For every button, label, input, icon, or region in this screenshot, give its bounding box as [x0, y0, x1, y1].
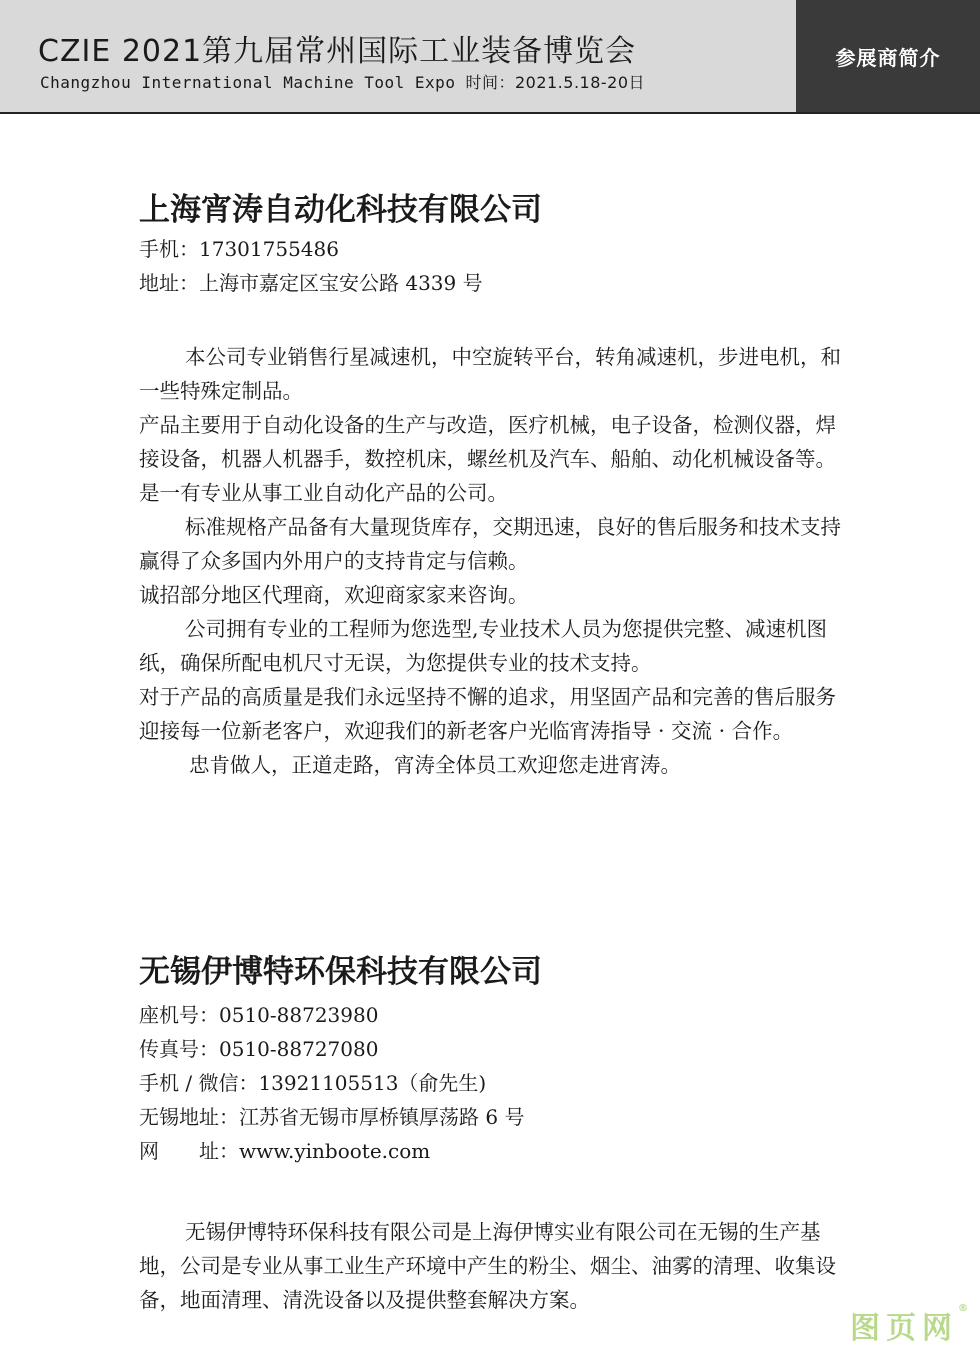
watermark-text: 图页网 — [850, 1311, 958, 1346]
watermark-logo — [850, 1303, 968, 1347]
company2-paragraph: 无锡伊博特环保科技有限公司是上海伊博实业有限公司在无锡的生产基地，公司是专业从事工业生产环境中产生的粉尘、烟尘、油雾的清理、收集设备，地面清理、清洗设备以及提供整套解决方案。 — [139, 1220, 836, 1312]
registered-mark-icon: ® — [958, 1303, 968, 1314]
company1-contact — [139, 232, 483, 300]
company1-paragraph: 公司拥有专业的工程师为您选型,专业技术人员为您提供完整、减速机图纸，确保所配电机尺寸无误，为您提供专业的技术支持。 — [139, 617, 828, 675]
company1-paragraph: 标准规格产品备有大量现货库存，交期迅速，良好的售后服务和技术支持赢得了众多国内外用户的支持肯定与信赖。 — [139, 515, 841, 573]
company2-fax: 传真号：0510-88727080 — [139, 1037, 379, 1061]
header-title: CZIE 2021第九届常州国际工业装备博览会 — [38, 34, 637, 69]
company1-paragraph: 本公司专业销售行星减速机，中空旋转平台，转角减速机，步进电机，和一些特殊定制品。 — [139, 345, 841, 403]
header-subtitle-line — [40, 70, 645, 93]
company1-phone: 手机：17301755486 — [139, 237, 339, 261]
company1-address: 地址：上海市嘉定区宝安公路 4339 号 — [139, 271, 483, 295]
company2-landline: 座机号：0510-88723980 — [139, 1003, 379, 1027]
header-date: 时间：2021.5.18-20日 — [465, 73, 646, 92]
company1-description — [139, 340, 844, 782]
header-subtitle: Changzhou International Machine Tool Expo — [40, 73, 456, 92]
company1-paragraph: 对于产品的高质量是我们永远坚持不懈的追求，用坚固产品和完善的售后服务迎接每一位新老客户，欢迎我们的新老客户光临宵涛指导 · 交流 · 合作。 — [139, 685, 836, 743]
company2-name: 无锡伊博特环保科技有限公司 — [139, 954, 542, 990]
page-header — [0, 0, 980, 114]
company2-contact — [139, 998, 524, 1168]
company2-website: 网 址：www.yinboote.com — [139, 1139, 431, 1163]
company1-name: 上海宵涛自动化科技有限公司 — [139, 192, 542, 228]
company2-address: 无锡地址：江苏省无锡市厚桥镇厚荡路 6 号 — [139, 1105, 525, 1129]
company1-paragraph: 诚招部分地区代理商，欢迎商家家来咨询。 — [139, 583, 529, 607]
company1-paragraph: 忠肯做人，正道走路，宵涛全体员工欢迎您走进宵涛。 — [189, 753, 681, 777]
company1-paragraph: 产品主要用于自动化设备的生产与改造，医疗机械，电子设备，检测仪器，焊接设备，机器人机器手，数控机床，螺丝机及汽车、船舶、动化机械设备等。是一有专业从事工业自动化产品的公司。 — [139, 413, 836, 505]
company2-mobile: 手机 / 微信：13921105513（俞先生) — [139, 1071, 487, 1095]
section-label: 参展商简介 — [796, 0, 980, 112]
company2-description — [139, 1215, 844, 1317]
